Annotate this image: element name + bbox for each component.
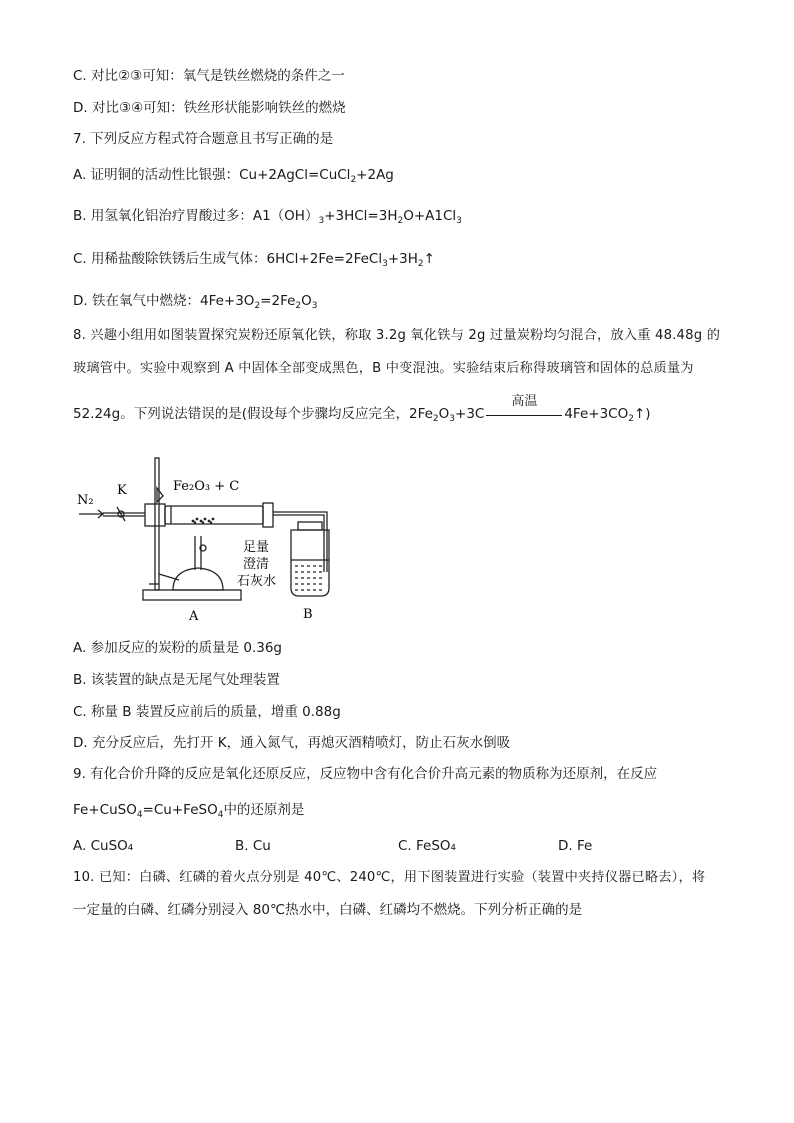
q8-stem-line-2: 玻璃管中。实验中观察到 A 中固体全部变成黑色，B 中变混浊。实验结束后称得玻璃管和固体的总质量为 <box>73 361 694 376</box>
q6-option-d: D. 对比③④可知：铁丝形状能影响铁丝的燃烧 <box>73 100 346 116</box>
q9-option-d: D. Fe <box>558 838 593 854</box>
q7-option-b: B. 用氢氧化铝治疗胃酸过多：$A1(OH)_3+3HCl=3H_2O+A1Cl_3$ <box>73 208 462 226</box>
q10-stem-line-2: 一定量的白磷、红磷分别浸入 80℃热水中，白磷、红磷均不燃烧。下列分析正确的是 <box>73 902 583 918</box>
q8-option-c: C. 称量 B 装置反应前后的质量，增重 0.88g <box>73 704 341 720</box>
reaction-condition: 高温 <box>486 404 562 424</box>
q7-option-c: C. 用稀盐酸除铁锈后生成气体：$6HCl+2Fe=2FeCl_3+3H_2↑$ <box>73 251 435 269</box>
q8-option-d: D. 充分反应后，先打开 K，通入氮气，再熄灭酒精喷灯，防止石灰水倒吸 <box>73 735 511 751</box>
q7-stem: 7. 下列反应方程式符合题意且书写正确的是 <box>73 131 334 147</box>
label-a: A <box>189 609 199 624</box>
q8-stem-line-1: 8. 兴趣小组用如图装置探究炭粉还原氧化铁，称取 3.2g 氧化铁与 2g 过量炭粉均匀混合，放入重 48.48g 的 <box>73 328 721 343</box>
reagent-label: Fe₂O₃ + C <box>173 479 240 494</box>
bottle-label-1: 足量 <box>243 540 270 555</box>
n2-label: N₂ <box>77 493 94 508</box>
label-b: B <box>303 607 313 622</box>
q10-stem-line-1: 10. 已知：白磷、红磷的着火点分别是 40℃、240℃，用下图装置进行实验（装置中夹持仪器已略去），将 <box>73 870 706 885</box>
q9-stem: 9. 有化合价升降的反应是氧化还原反应，反应物中含有化合价升高元素的物质称为还原剂，在反应 <box>73 766 658 782</box>
q7-option-a: A. 证明铜的活动性比银强：Cu+2AgCl=CuCl$_2$+2Ag <box>73 167 394 185</box>
q6-option-c: C. 对比②③可知：氧气是铁丝燃烧的条件之一 <box>73 68 345 84</box>
q8-option-b: B. 该装置的缺点是无尾气处理装置 <box>73 672 280 688</box>
q9-option-c: C. FeSO₄ <box>398 838 456 854</box>
bottle-label-2: 澄清 <box>243 557 270 572</box>
q9-option-b: B. Cu <box>235 838 271 854</box>
apparatus-diagram <box>73 452 353 630</box>
q9-option-a: A. CuSO₄ <box>73 838 134 854</box>
q8-stem-line-3: 52.24g。下列说法错误的是(假设每个步骤均反应完全，$2Fe_2O_3+3C$ 高温 $4Fe+3CO_2↑$) <box>73 394 651 424</box>
q9-equation: Fe+CuSO$_4$=Cu+FeSO$_4$中的还原剂是 <box>73 802 305 820</box>
q8-option-a: A. 参加反应的炭粉的质量是 0.36g <box>73 640 282 656</box>
q7-option-d: D. 铁在氧气中燃烧：$4Fe+3O_2=2Fe_2O_3$ <box>73 293 318 311</box>
bottle-label-3: 石灰水 <box>237 574 277 589</box>
clamp-k-label: K <box>117 483 127 498</box>
